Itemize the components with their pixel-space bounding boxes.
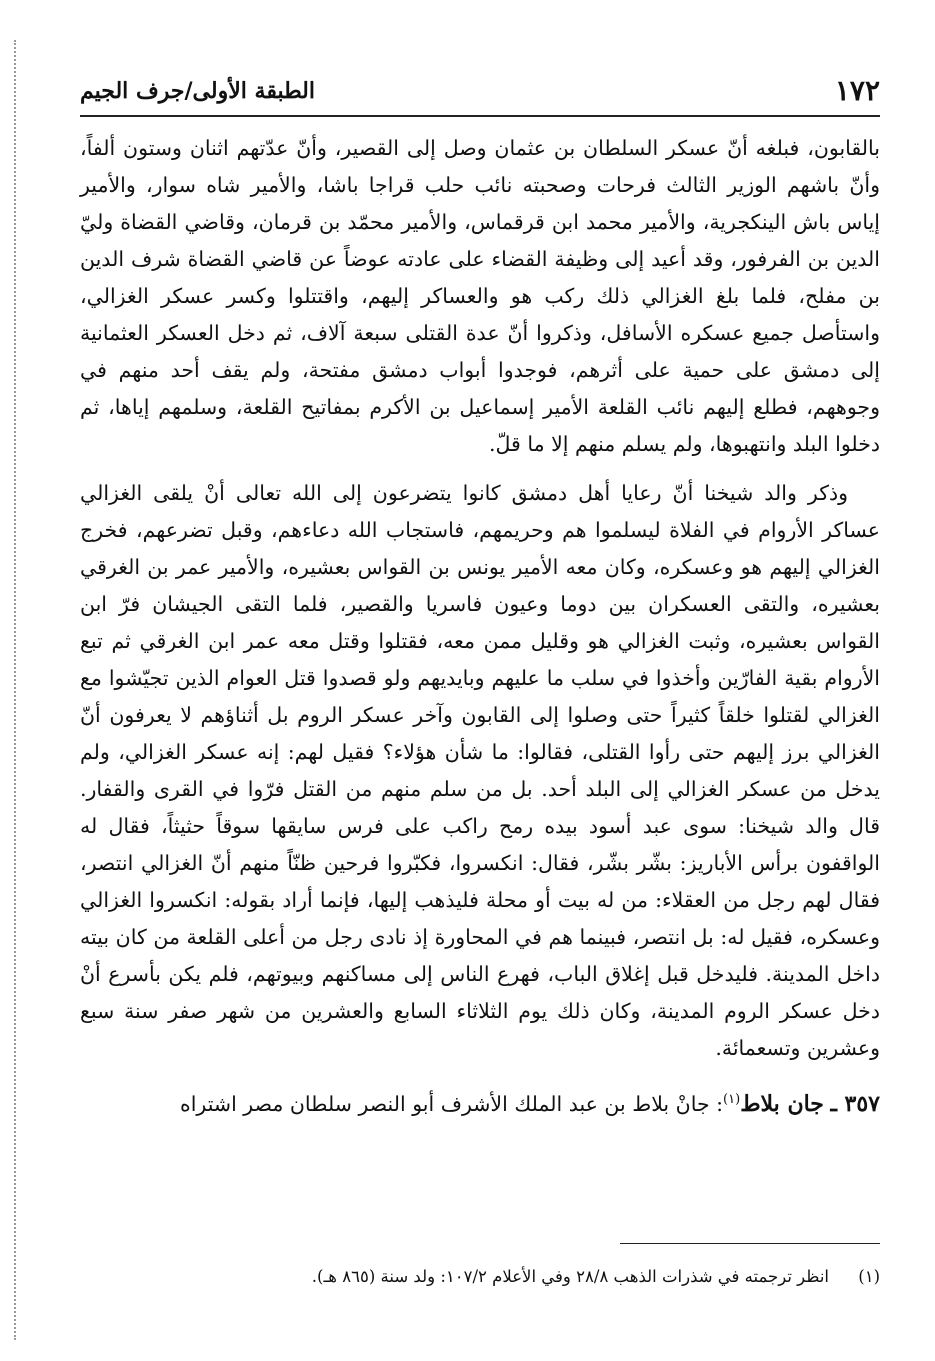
entry-name: جان بلاط bbox=[740, 1090, 824, 1117]
header-rule bbox=[80, 115, 880, 117]
scan-edge-dots bbox=[14, 40, 16, 1340]
footnote-text: انظر ترجمته في شذرات الذهب ٢٨/٨ وفي الأعلام ١٠٧/٢: ولد سنة (٨٦٥ هـ). bbox=[311, 1267, 829, 1286]
entry-text: : جانْ بلاط بن عبد الملك الأشرف أبو النصر سلطان مصر اشتراه bbox=[179, 1091, 724, 1116]
footnote-reference: (١) bbox=[723, 1092, 741, 1107]
footnote-rule bbox=[620, 1243, 880, 1244]
footnote-marker: (١) bbox=[858, 1267, 880, 1286]
paragraph-2: وذكر والد شيخنا أنّ رعايا أهل دمشق كانوا يتضرعون إلى الله تعالى أنْ يلقى الغزالي عساكر الأروام في الفلاة ليسلموا هم وحريمهم، فاستجاب الله دعاءهم، وقبل تضرعهم، فخرج الغزالي إليهم هو وعسكره، وكان معه الأمير يونس بن القواس بعشيره، والأمير عمر بن الغرقي بعشيره، والتقى العسكران بين دوما وعيون فاسريا والقصير، فلما التقى الجيشان فرّ ابن القواس بعشيره، وثبت الغزالي هو وقليل ممن معه، فقتلوا وقتل معه عمر ابن الغرقي ثم تبع الأروام بقية الفارّين وأخذوا في سلب ما عليهم وبايديهم ولو قصدوا قتل العوام الذين تجيّشوا مع الغزالي لقتلوا خلقاً كثيراً حتى وصلوا إلى القابون وآخر عسكر الروم بل أثناؤهم لا يعرفون أنّ الغزالي برز إليهم حتى رأوا القتلى، فقالوا: ما شأن هؤلاء؟ فقيل لهم: إنه عسكر الغزالي، ولم يدخل من عسكر الغزالي إلى البلد أحد. بل من سلم منهم من القتل فرّوا في القرى والقفار. قال والد شيخنا: سوى عبد أسود بيده رمح راكب على فرس سايقها سوقاً حثيثاً، فقال له الواقفون برأس الأباريز: بشّر بشّر، فقال: انكسروا، فكبّروا فرحين ظنّاً منهم أنّ الغزالي انتصر، فقال لهم رجل من العقلاء: من له بيت أو محلة فليذهب إليها، فإنما أراد بقوله: انكسروا الغزالي وعسكره، فقيل له: بل انتصر، فبينما هم في المحاورة إذ نادى رجل من أعلى القلعة من كان بيته داخل المدينة. فليدخل قبل إغلاق الباب، فهرع الناس إلى مساكنهم وبيوتهم، فلم يكن بأسرع أنْ دخل عسكر الروم المدينة، وكان ذلك يوم الثلاثاء السابع والعشرين من شهر صفر سنة سبع وعشرين وتسعمائة. bbox=[80, 481, 880, 1060]
main-text bbox=[80, 130, 880, 1123]
page-header bbox=[80, 68, 880, 112]
paragraph-1: بالقابون، فبلغه أنّ عسكر السلطان بن عثمان وصل إلى القصير، وأنّ عدّتهم اثنان وستون ألفاً، وأنّ باشهم الوزير الثالث فرحات وصحبته نائب حلب قراجا باشا، والأمير شاه سوار، والأمير إياس باش الينكجرية، والأمير محمد ابن قرقماس، والأمير محمّد بن قرمان، وقاضي القضاة وليّ الدين بن الفرفور، وقد أعيد إلى وظيفة القضاء على عادته عوضاً عن قاضي القضاة شرف الدين بن مفلح، فلما بلغ الغزالي ذلك ركب هو والعساكر إليهم، واقتتلوا وكسر عسكر الغزالي، واستأصل جميع عسكره الأسافل، وذكروا أنّ عدة القتلى سبعة آلاف، ثم دخل العسكر العثمانية إلى دمشق على حمية على أثرهم، فوجدوا أبواب دمشق مفتحة، ولم يقف أحد منهم في وجوههم، فطلع إليهم نائب القلعة الأمير إسماعيل بن الأكرم بمفاتيح القلعة، وسلمهم إياها، ثم دخلوا البلد وانتهبوها، ولم يسلم منهم إلا ما قلّ. bbox=[80, 136, 880, 456]
biography-entry bbox=[80, 1081, 880, 1123]
page-number: ١٧٢ bbox=[834, 74, 880, 107]
entry-number: ٣٥٧ ـ bbox=[830, 1090, 880, 1117]
running-title: الطبقة الأولى/جرف الجيم bbox=[80, 78, 315, 104]
footnote bbox=[80, 1263, 880, 1291]
